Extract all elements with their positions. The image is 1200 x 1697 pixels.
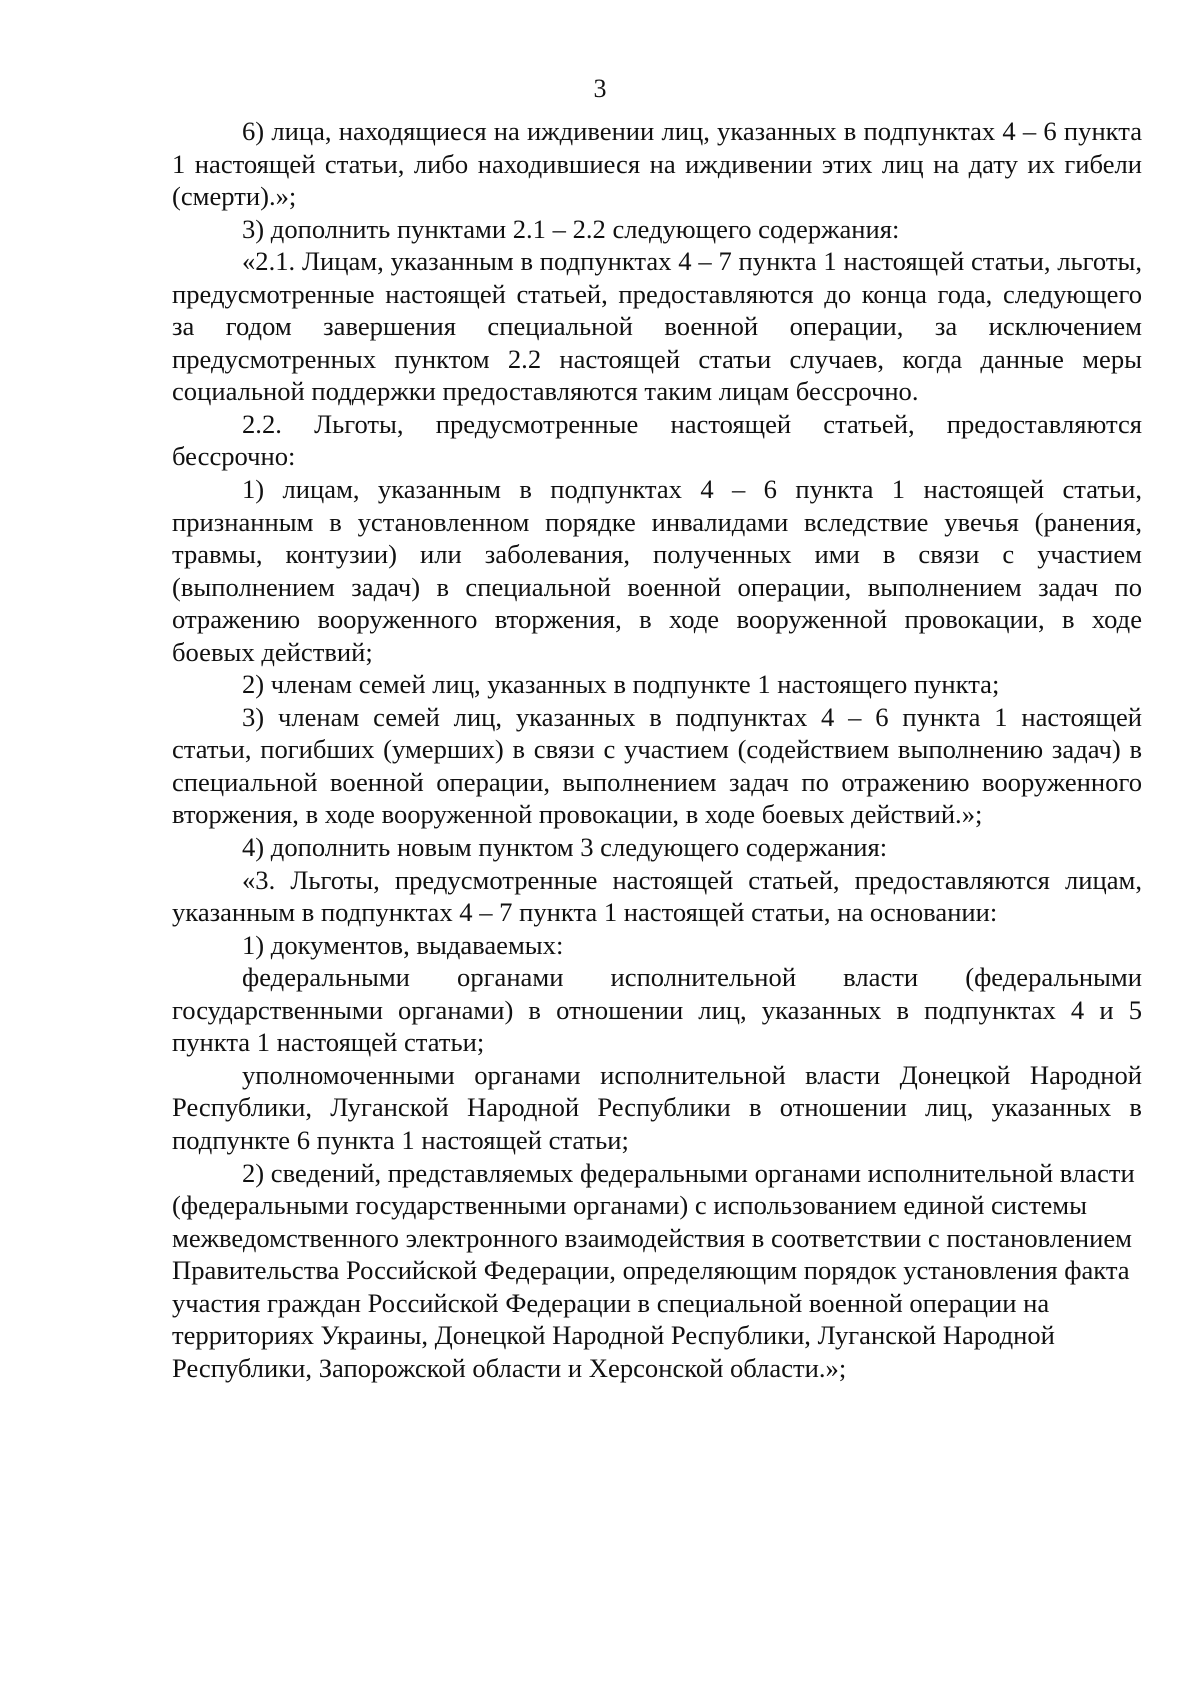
paragraph-authorized-bodies: уполномоченными органами исполнительной власти Донецкой Народной Республики, Луганской Народной Республики в отношении лиц, указанных в подпункте 6 пункта 1 настоящей статьи;: [172, 1059, 1142, 1155]
paragraph-clause-2-2: 2.2. Льготы, предусмотренные настоящей статьей, предоставляются бессрочно:: [172, 408, 1142, 472]
paragraph-clause-2-2-item-2: 2) членам семей лиц, указанных в подпункте 1 настоящего пункта;: [242, 669, 1000, 700]
paragraph-federal-bodies: федеральными органами исполнительной власти (федеральными государственными органами) в отношении лиц, указанных в подпунктах 4 и 5 пункта 1 настоящей статьи;: [172, 962, 1142, 1058]
paragraph-clause-2-2-item-3: 3) членам семей лиц, указанных в подпунктах 4 – 6 пункта 1 настоящей статьи, погибших (умерших) в связи с участием (содействием выполнению задач) в специальной военной операции, выполнением задач по отражению вооруженного вторжения, в ходе вооруженной провокации, в ходе боевых действий.»;: [172, 701, 1142, 830]
paragraph-clause-2-2-item-1: 1) лицам, указанным в подпунктах 4 – 6 пункта 1 настоящей статьи, признанным в установленном порядке инвалидами вследствие увечья (ранения, травмы, контузии) или заболевания, полученных ими в связи с участием (выполнением задач) в специальной военной операции, выполнением задач по отражению вооруженного вторжения, в ходе вооруженной провокации, в ходе боевых действий;: [172, 474, 1142, 667]
paragraph-clause-3-item-2: 2) сведений, представляемых федеральными органами исполнительной власти (федеральными государственными органами) с использованием единой системы межведомственного электронного взаимодействия в соответствии с постановлением Правительства Российской Федерации, определяющим порядок установления факта участия граждан Российской Федерации в специальной военной операции на территориях Украины, Донецкой Народной Республики, Луганской Народной Республики, Запорожской области и Херсонской области.»;: [172, 1157, 1135, 1383]
paragraph-clause-3-item-1: 1) документов, выдаваемых:: [242, 929, 564, 960]
paragraph-amendment-4: 4) дополнить новым пунктом 3 следующего содержания:: [242, 832, 888, 863]
paragraph-amendment-3: 3) дополнить пунктами 2.1 – 2.2 следующего содержания:: [242, 213, 900, 244]
paragraph-clause-2-1: «2.1. Лицам, указанным в подпунктах 4 – 7 пункта 1 настоящей статьи, льготы, предусмотренные настоящей статьей, предоставляются до конца года, следующего за годом завершения специальной военной операции, за исключением предусмотренных пунктом 2.2 настоящей статьи случаев, когда данные меры социальной поддержки предоставляются таким лицам бессрочно.: [172, 246, 1142, 407]
paragraph-clause-3: «3. Льготы, предусмотренные настоящей статьей, предоставляются лицам, указанным в подпунктах 4 – 7 пункта 1 настоящей статьи, на основании:: [172, 864, 1142, 928]
paragraph-item-6-dependents: 6) лица, находящиеся на иждивении лиц, указанных в подпунктах 4 – 6 пункта 1 настоящей статьи, либо находившиеся на иждивении этих лиц на дату их гибели (смерти).»;: [172, 116, 1142, 212]
document-body: [172, 115, 1142, 1384]
page-number: 3: [593, 74, 607, 103]
